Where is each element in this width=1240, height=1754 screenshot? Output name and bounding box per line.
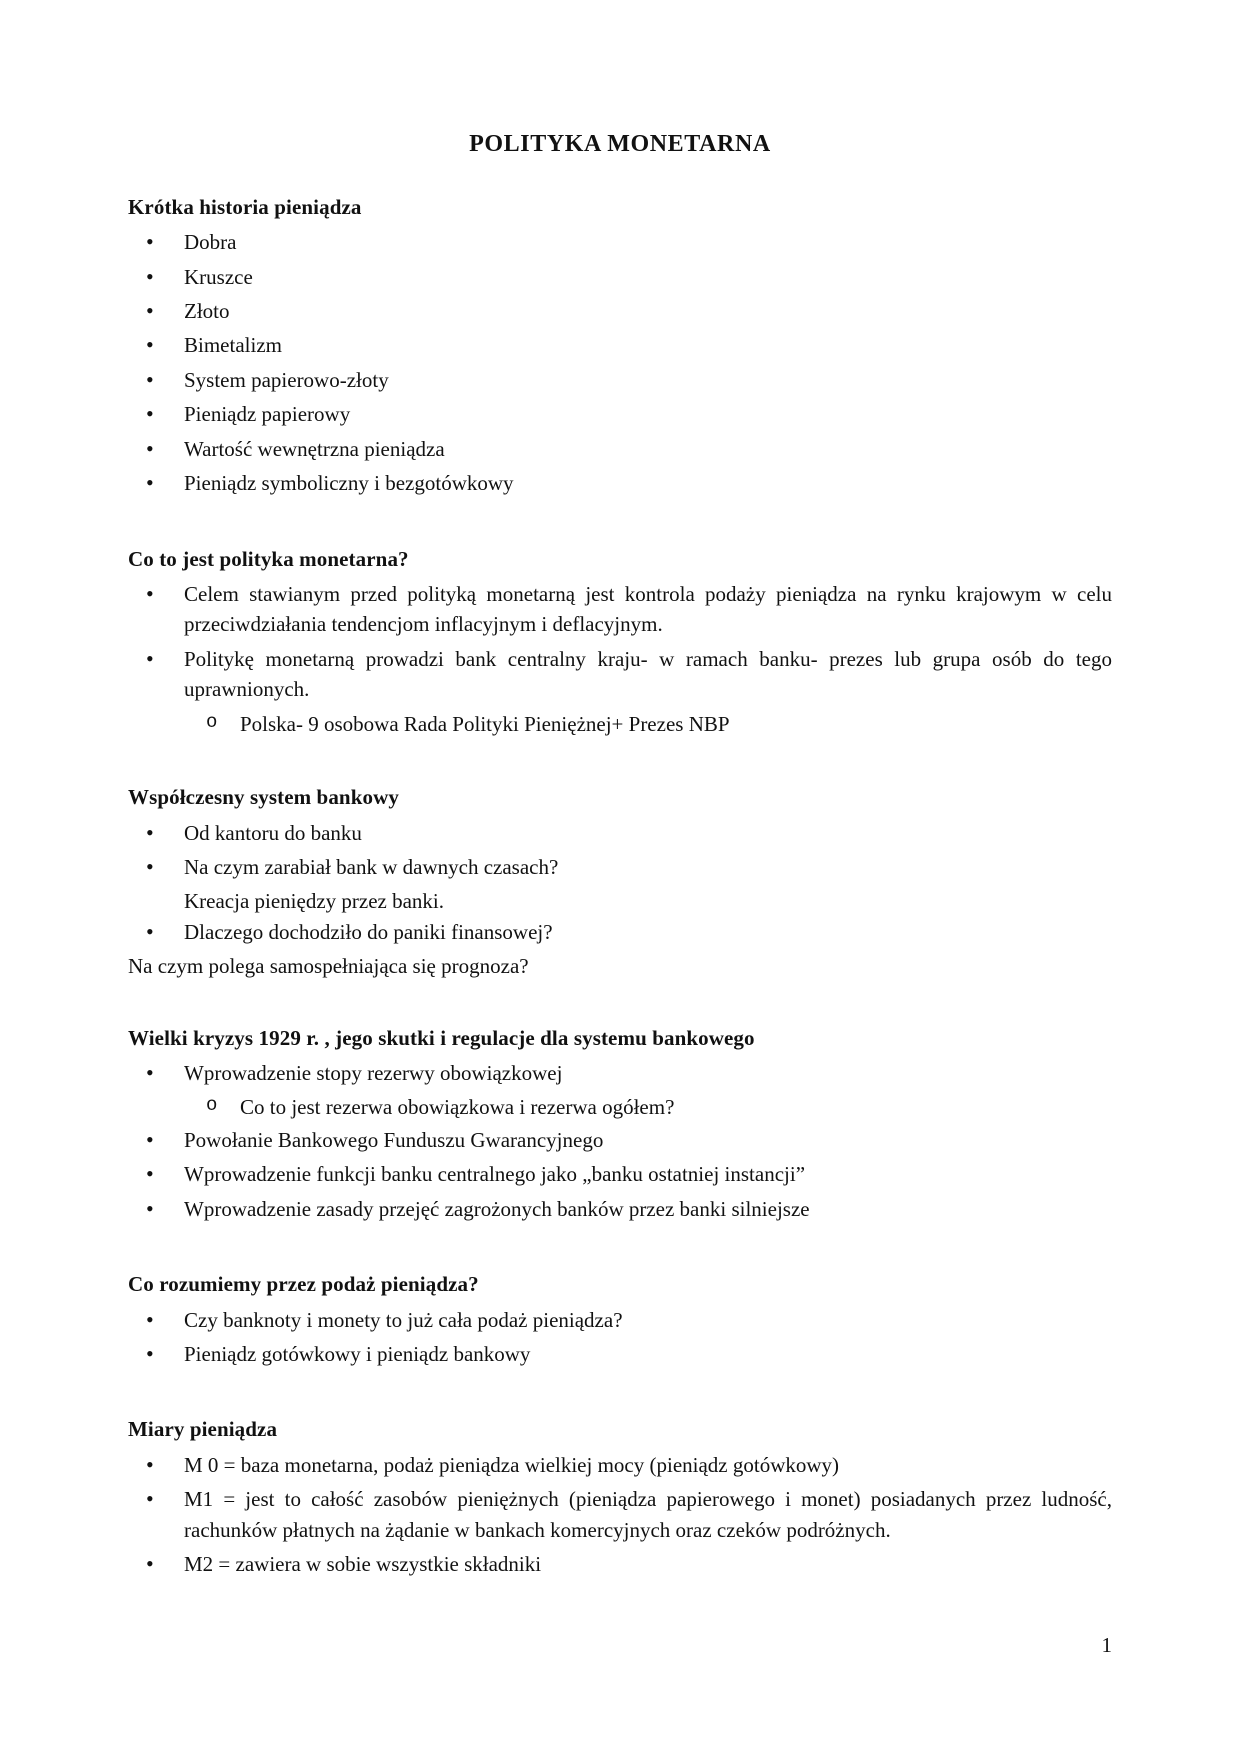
plain-paragraph: Na czym polega samospełniająca się prognoza? (128, 954, 529, 979)
sub-bullet-list (128, 1092, 1112, 1122)
section-wspolczesny-system-bankowy (128, 783, 1112, 982)
bullet-list (128, 818, 1112, 883)
list-item: • Wartość wewnętrzna pieniądza (128, 434, 1112, 464)
list-item: • Od kantoru do banku (128, 818, 1112, 848)
section-spacer (128, 982, 1112, 1024)
page-title: POLITYKA MONETARNA (469, 131, 771, 157)
list-item: • Kruszce (128, 262, 1112, 292)
section-co-rozumiemy-przez-podaz-pieniadza (128, 1270, 1112, 1369)
list-item: • Pieniądz papierowy (128, 399, 1112, 429)
bullet-list (128, 579, 1112, 705)
bullet-list (128, 917, 1112, 947)
list-item: • M 0 = baza monetarna, podaż pieniądza wielkiej mocy (pieniądz gotówkowy) (128, 1450, 1112, 1480)
list-item: • System papierowo-złoty (128, 365, 1112, 395)
section-heading: Co to jest polityka monetarna? (128, 546, 409, 571)
bullet-list (128, 1450, 1112, 1580)
section-spacer (128, 503, 1112, 545)
page-number: 1 (1101, 1633, 1112, 1657)
list-item: o Polska- 9 osobowa Rada Polityki Pieniężnej+ Prezes NBP (128, 709, 1112, 739)
section-wielki-kryzys-1929 (128, 1024, 1112, 1225)
list-item: • Czy banknoty i monety to już cała podaż pieniądza? (128, 1305, 1112, 1335)
list-item: • Wprowadzenie stopy rezerwy obowiązkowej (128, 1058, 1112, 1088)
section-heading: Wielki kryzys 1929 r. , jego skutki i regulacje dla systemu bankowego (128, 1025, 755, 1050)
list-item: • Pieniądz symboliczny i bezgotówkowy (128, 468, 1112, 498)
section-miary-pieniadza (128, 1415, 1112, 1579)
section-spacer (128, 741, 1112, 783)
section-heading: Miary pieniądza (128, 1417, 278, 1442)
continuation-line: Kreacja pieniędzy przez banki. (184, 889, 445, 914)
list-item: • Politykę monetarną prowadzi bank centralny kraju- w ramach banku- prezes lub grupa osób do tego uprawnionych. (128, 644, 1112, 705)
list-item: • Bimetalizm (128, 330, 1112, 360)
bullet-list (128, 1058, 1112, 1088)
list-item: • Pieniądz gotówkowy i pieniądz bankowy (128, 1339, 1112, 1369)
list-item: • Wprowadzenie funkcji banku centralnego jako „banku ostatniej instancji” (128, 1159, 1112, 1189)
list-item: • Wprowadzenie zasady przejęć zagrożonych banków przez banki silniejsze (128, 1194, 1112, 1224)
list-item: • Powołanie Bankowego Funduszu Gwarancyjnego (128, 1125, 1112, 1155)
section-krotka-historia-pieniadza (128, 193, 1112, 499)
list-item: • Dobra (128, 227, 1112, 257)
list-item: • Celem stawianym przed polityką monetarną jest kontrola podaży pieniądza na rynku krajowym w celu przeciwdziałania tendencjom inflacyjnym i deflacyjnym. (128, 579, 1112, 640)
bullet-list (128, 1305, 1112, 1370)
section-spacer (128, 1373, 1112, 1415)
section-co-to-jest-polityka-monetarna (128, 545, 1112, 740)
section-heading: Współczesny system bankowy (128, 785, 399, 810)
list-item: • Dlaczego dochodziło do paniki finansowej? (128, 917, 1112, 947)
bullet-list (128, 227, 1112, 499)
sub-bullet-list (128, 709, 1112, 739)
section-spacer (128, 1228, 1112, 1270)
bullet-list (128, 1125, 1112, 1224)
list-item: • Złoto (128, 296, 1112, 326)
list-item: • M2 = zawiera w sobie wszystkie składniki (128, 1549, 1112, 1579)
section-heading: Co rozumiemy przez podaż pieniądza? (128, 1272, 479, 1297)
list-item: • Na czym zarabiał bank w dawnych czasach? (128, 852, 1112, 882)
section-heading: Krótka historia pieniądza (128, 194, 362, 219)
list-item: o Co to jest rezerwa obowiązkowa i rezerwa ogółem? (128, 1092, 1112, 1122)
list-item: • M1 = jest to całość zasobów pieniężnych (pieniądza papierowego i monet) posiadanych przez ludność, rachunków płatnych na żądanie w bankach komercyjnych oraz czeków podróżnych. (128, 1484, 1112, 1545)
